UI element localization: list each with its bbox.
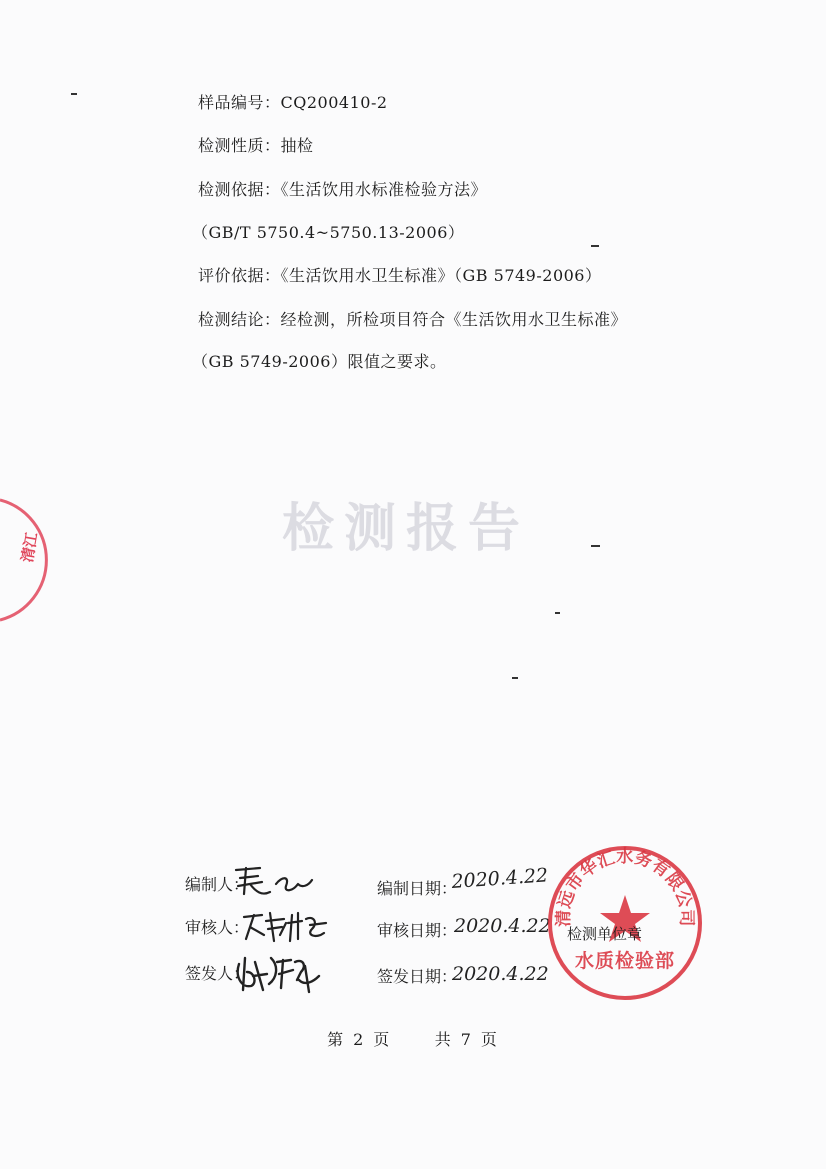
issue-date-label: 签发日期： bbox=[377, 967, 458, 986]
unit-seal-label: 检测单位章 bbox=[567, 925, 643, 943]
scan-speck bbox=[512, 677, 518, 679]
review-date-label: 审核日期： bbox=[377, 921, 458, 940]
page-footer bbox=[0, 1027, 826, 1050]
compiler-label: 编制人： bbox=[185, 875, 250, 894]
issuer-label: 签发人： bbox=[185, 964, 250, 983]
field-test-type bbox=[198, 136, 314, 156]
field-value: 经检测，所检项目符合《生活饮用水卫生标准》 bbox=[280, 310, 628, 329]
compiler-signature bbox=[232, 862, 317, 900]
review-date-text: 2020.4.22 bbox=[454, 915, 551, 937]
field-value: （GB/T 5750.4~5750.13-2006） bbox=[192, 223, 465, 242]
field-test-basis-standard bbox=[192, 223, 464, 243]
field-label: 检测性质： bbox=[198, 136, 281, 155]
scan-speck bbox=[555, 612, 560, 614]
field-evaluation-basis bbox=[198, 266, 602, 286]
field-label: 检测依据： bbox=[198, 180, 281, 199]
reviewer-signature bbox=[240, 905, 330, 947]
scan-speck bbox=[591, 545, 600, 547]
bleed-through-title: 检测报告 bbox=[282, 499, 531, 559]
left-seal-text: 清江 bbox=[18, 531, 42, 564]
total-pages: 7 bbox=[460, 1030, 473, 1049]
total-suffix: 页 bbox=[480, 1030, 499, 1049]
seal-dept-name: 水质检验部 bbox=[574, 950, 676, 972]
page-number: 2 bbox=[353, 1030, 366, 1049]
issuer-signature bbox=[233, 950, 323, 998]
reviewer-label: 审核人： bbox=[185, 918, 250, 937]
scan-speck bbox=[591, 245, 599, 247]
issue-date bbox=[450, 958, 560, 988]
field-label: 样品编号： bbox=[198, 93, 281, 112]
scan-speck bbox=[71, 93, 77, 95]
field-sample-no bbox=[198, 93, 388, 113]
field-value: （GB 5749-2006）限值之要求。 bbox=[192, 352, 447, 371]
field-label: 检测结论： bbox=[198, 310, 281, 329]
field-test-basis bbox=[198, 180, 487, 200]
field-value: 《生活饮用水卫生标准》（GB 5749-2006） bbox=[280, 266, 602, 285]
field-value: 抽检 bbox=[280, 136, 314, 155]
field-conclusion-cont bbox=[192, 352, 446, 372]
compile-date-label: 编制日期： bbox=[377, 879, 458, 898]
field-value: 《生活饮用水标准检验方法》 bbox=[280, 180, 488, 199]
page-suffix: 页 bbox=[373, 1030, 392, 1049]
field-conclusion bbox=[198, 310, 627, 330]
left-seal-fragment bbox=[0, 500, 50, 620]
compile-date bbox=[450, 866, 560, 896]
seal-org-name: 清远市华汇水务有限公司 bbox=[553, 847, 697, 927]
issue-date-text: 2020.4.22 bbox=[452, 963, 549, 985]
field-label: 评价依据： bbox=[198, 266, 281, 285]
page-prefix: 第 bbox=[327, 1030, 346, 1049]
compile-date-text: 2020.4.22 bbox=[450, 864, 549, 893]
field-value: CQ200410-2 bbox=[280, 93, 388, 112]
total-prefix: 共 bbox=[434, 1030, 453, 1049]
